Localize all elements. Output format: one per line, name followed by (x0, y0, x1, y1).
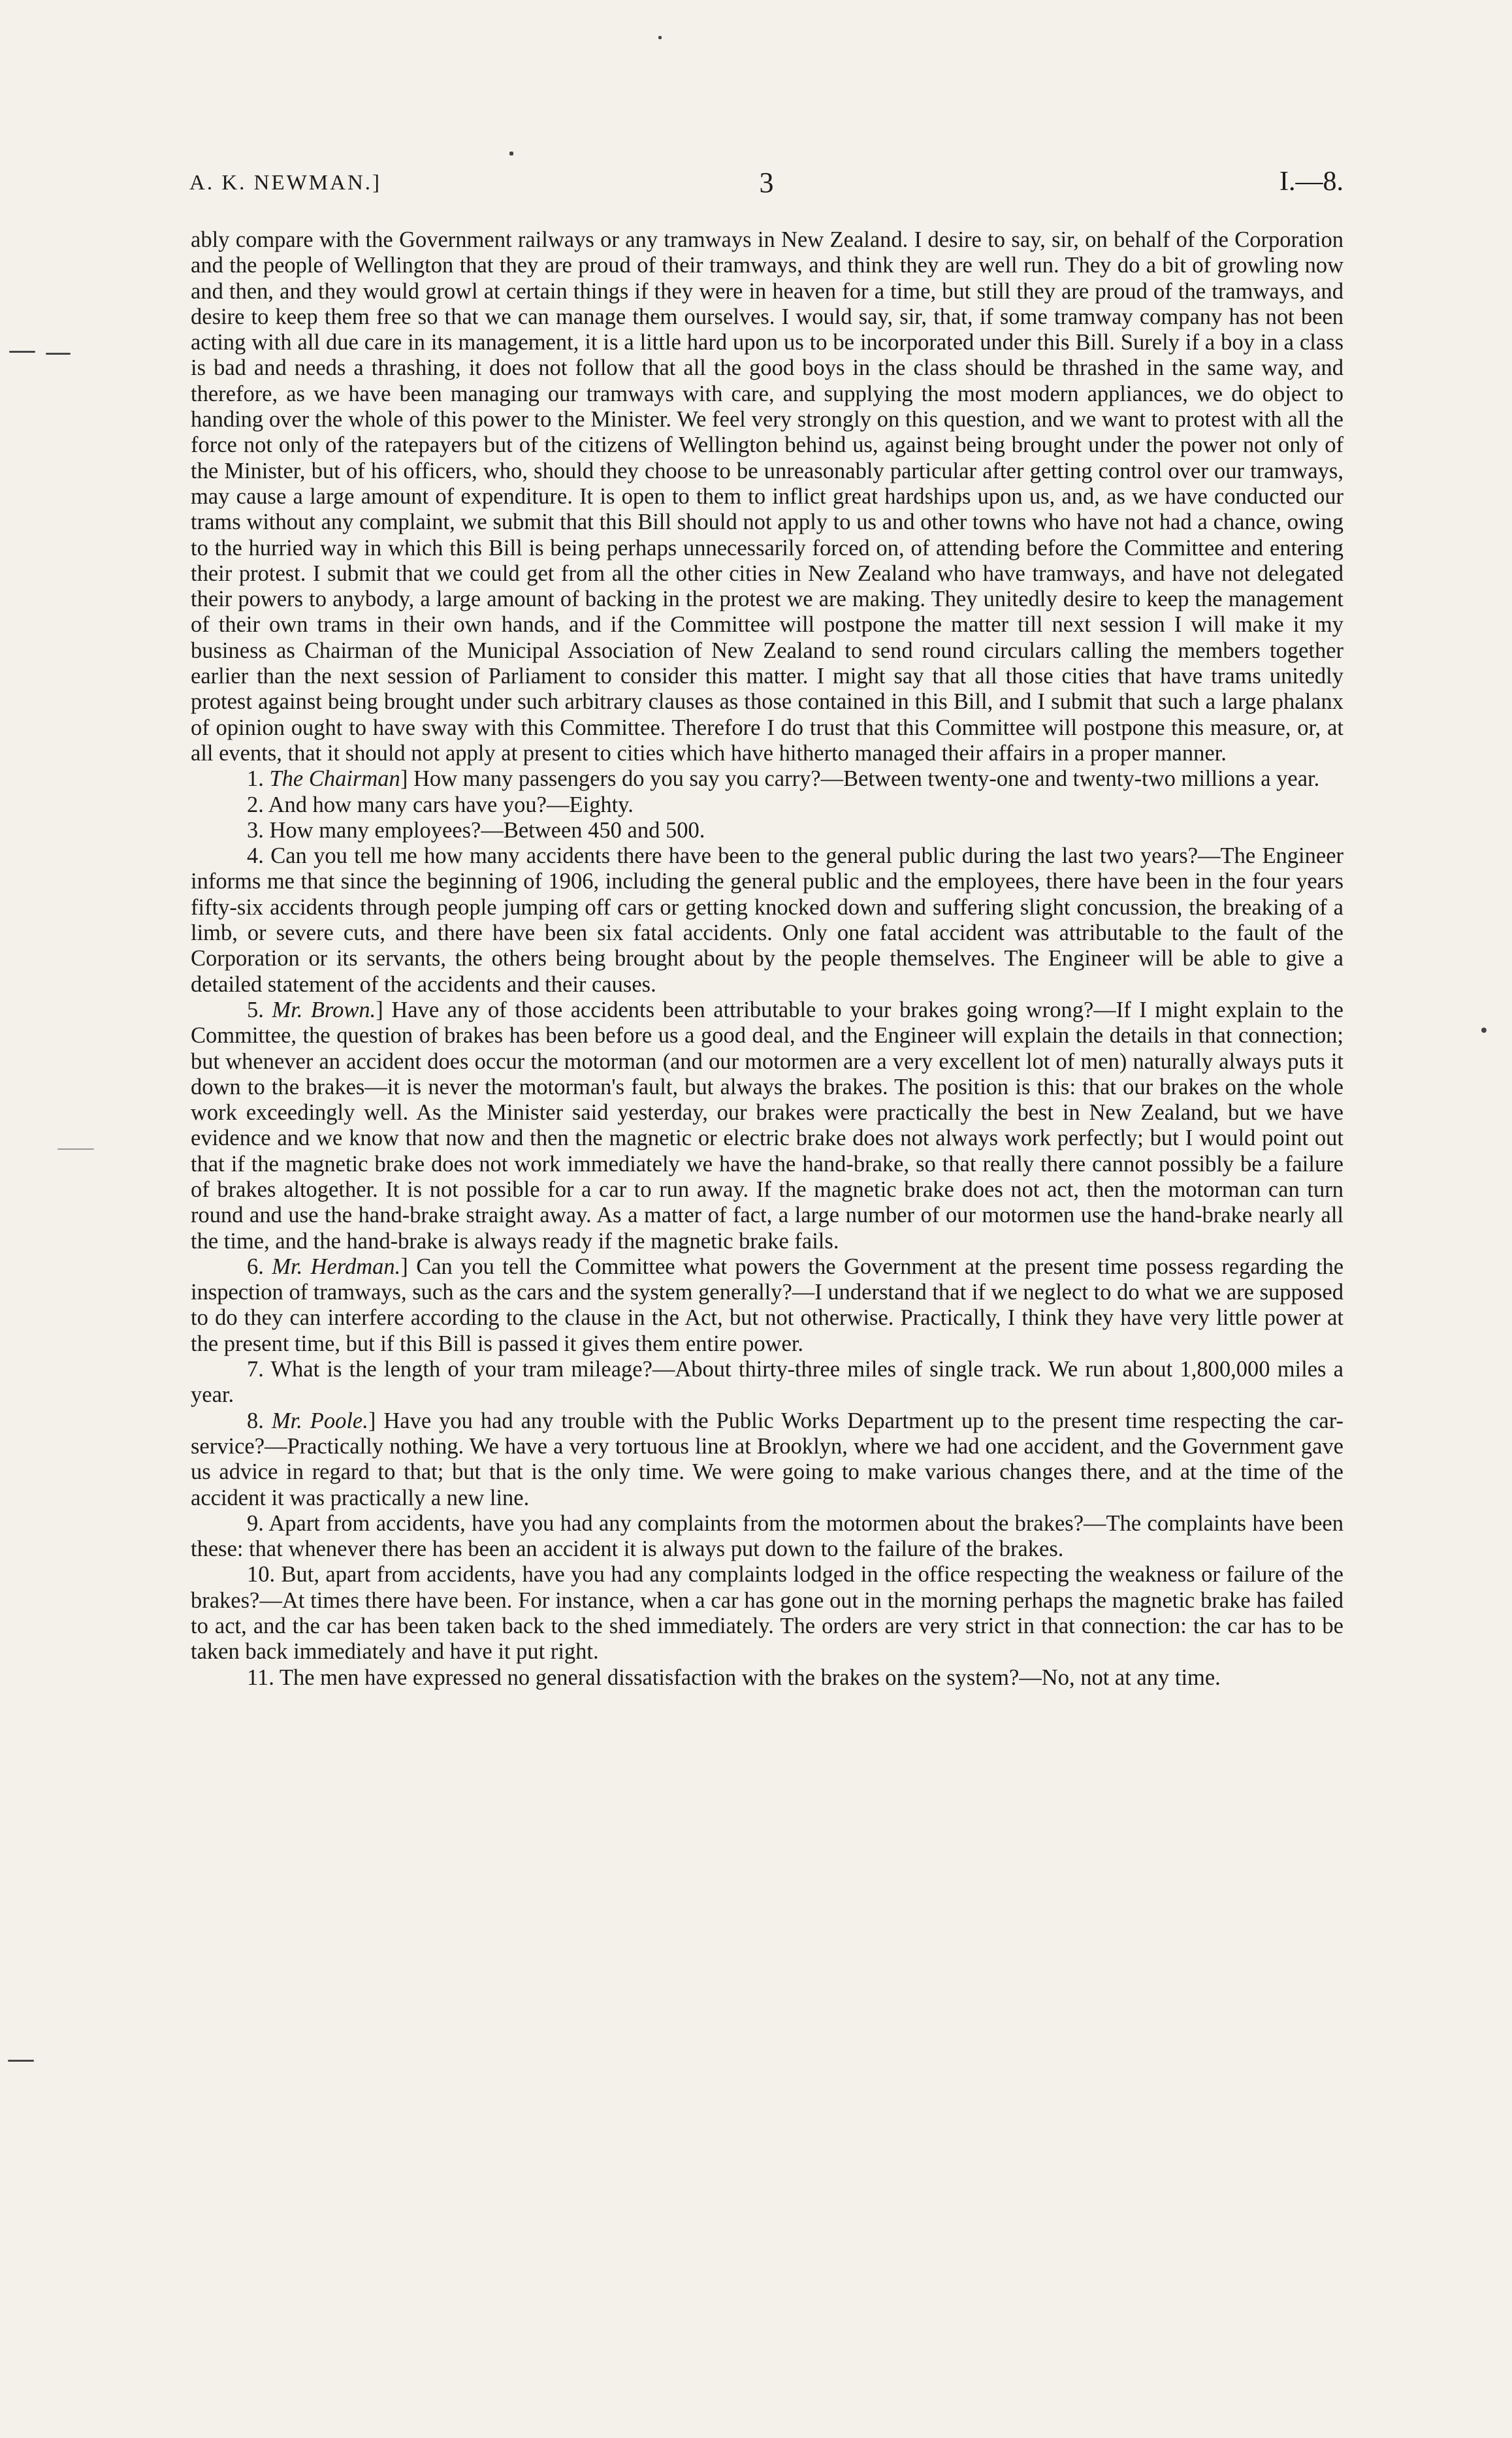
question-paragraph (191, 1562, 1343, 1665)
question-paragraph: 8. Mr. Poole.] Have you had any trouble with the Public Works Department up to the present time respecting the car-service?—Practically nothing. We have a very tortuous line at Brooklyn, where we had one accident, and the Government gave us advice in regard to that; but that is the only time. We were going to make various changes there, and at the time of the accident it was practically a new line. (191, 1408, 1343, 1510)
question-number: 10. (247, 1562, 276, 1587)
question-text: Apart from accidents, have you had any complaints from the motormen about the brakes?—The complaints have been these: that whenever there has been an accident it is always put down to the failure of the brakes. (191, 1510, 1343, 1562)
question-paragraph (191, 792, 1343, 818)
question-text: The men have expressed no general dissatisfaction with the brakes on the system?—No, not at any time. (279, 1665, 1221, 1690)
question-paragraph: 1. The Chairman] How many passengers do you say you carry?—Between twenty-one and twenty-two millions a year. (247, 766, 1320, 792)
question-number: 8. (247, 1408, 264, 1433)
question-paragraph (191, 1511, 1343, 1563)
margin-dash (57, 1148, 94, 1150)
margin-dash (9, 351, 35, 353)
question-number: 4. (247, 843, 264, 869)
speaker-name: The Chairman (269, 766, 400, 792)
speaker-name: Mr. Poole. (271, 1408, 368, 1433)
question-number: 2. (247, 792, 264, 817)
question-text: But, apart from accidents, have you had any complaints lodged in the office respecting the weakness or failure of the brakes?—At times there have been. For instance, when a car has gone out in the morning perhaps the magnetic brake has failed to act, and the car has been taken back to the shed immediately. The orders are very strict in that connection: the car has to be taken back immediately and have it put right. (191, 1562, 1343, 1665)
question-text: Can you tell me how many accidents there have been to the general public during the last two years?—The Engineer informs me that since the beginning of 1906, including the general public and the employees, there have been in the four years fifty-six accidents through people jumping off cars or getting knocked down and suffering slight concussion, the breaking of a limb, or severe cuts, and there have been six fatal accidents. Only one fatal accident was attributable to the fault of the Corporation or its servants, the others being brought about by the people themselves. The Engineer will be able to give a detailed statement of the accidents and their causes. (191, 843, 1344, 997)
question-paragraph (191, 1357, 1343, 1408)
opening-paragraph: ably compare with the Government railways or any tramways in New Zealand. I desire to say, sir, on behalf of the Corporation and the people of Wellington that they are proud of their tramways, and think they are well run. They do a bit of growling now and then, and they would growl at certain things if they were in heaven for a time, but still they are proud of the tramways, and desire to keep them free so that we can manage them ourselves. I would say, sir, that, if some tramway company has not been acting with all due care in its management, it is a little hard upon us to be incorporated under this Bill. Surely if a boy in a class is bad and needs a thrashing, it does not follow that all the good boys in the class should be thrashed in the same way, and therefore, as we have been managing our tramways with care, and supplying the most modern appliances, we do object to handing over the whole of this power to the Minister. We feel very strongly on this question, and we want to protest with all the force not only of the ratepayers but of the citizens of Wellington behind us, against being brought under the power not only of the Minister, but of his officers, who, should they choose to be unreasonably particular after getting control over our tramways, may cause a large amount of expenditure. It is open to them to inflict great hardships upon us, and, as we have conducted our trams without any complaint, we submit that this Bill should not apply to us and other towns who have not had a chance, owing to the hurried way in which this Bill is being perhaps unnecessarily forced on, of attending before the Committee and entering their protest. I submit that we could get from all the other cities in New Zealand who have tramways, and have not delegated their powers to anybody, a large amount of backing in the protest we are making. They unitedly desire to keep the management of their own trams in their own hands, and if the Committee will postpone the matter till next session I will make it my business as Chairman of the Municipal Association of New Zealand to send round circulars calling the members together earlier than the next session of Parliament to consider this matter. I might say that all those cities that have trams unitedly protest against being brought under such arbitrary clauses as those contained in this Bill, and I submit that such a large phalanx of opinion ought to have sway with this Committee. Therefore I do trust that this Committee will postpone this measure, or, at all events, that it should not apply at present to cities which have hitherto managed their affairs in a proper manner. (191, 227, 1343, 766)
speaker-name: Mr. Herdman. (272, 1254, 401, 1279)
question-paragraph: 5. Mr. Brown.] Have any of those accidents been attributable to your brakes going wrong?—If I might explain to the Committee, the question of brakes has been before us a good deal, and the Engineer will explain the details in that connection; but whenever an accident does occur the motorman (and our motormen are a very excellent lot of men) naturally always puts it down to the brakes—it is never the motorman's fault, but always the brakes. The position is this: that our brakes on the whole work exceedingly well. As the Minister said yesterday, our brakes were practically the best in New Zealand, but we have evidence and we know that now and then the magnetic or electric brake does not always work perfectly; but I would point out that if the magnetic brake does not work immediately we have the hand-brake, so that really there cannot possibly be a failure of brakes altogether. It is not possible for a car to run away. If the magnetic brake does not act, then the motorman can turn round and use the hand-brake straight away. As a matter of fact, a large number of our motormen use the hand-brake nearly all the time, and the hand-brake is always ready if the magnetic brake fails. (191, 997, 1343, 1254)
question-number: 3. (247, 817, 264, 843)
question-paragraph (191, 818, 1343, 843)
question-text: Have you had any trouble with the Public Works Department up to the present time respecting the car-service?—Practically nothing. We have a very tortuous line at Brooklyn, where we had one accident, and the Government gave us advice in regard to that; but that is the only time. We were going to make various changes there, and at the time of the accident it was practically a new line. (191, 1408, 1343, 1510)
question-number: 5. (247, 997, 264, 1022)
question-text: What is the length of your tram mileage?—About thirty-three miles of single track. We run about 1,800,000 miles a year. (191, 1357, 1343, 1408)
question-text: Have any of those accidents been attributable to your brakes going wrong?—If I might explain to the Committee, the question of brakes has been before us a good deal, and the Engineer will explain the details in that connection; but whenever an accident does occur the motorman (and our motormen are a very excellent lot of men) naturally always puts it down to the brakes—it is never the motorman's fault, but always the brakes. The position is this: that our brakes on the whole work exceedingly well. As the Minister said yesterday, our brakes were practically the best in New Zealand, but we have evidence and we know that now and then the magnetic or electric brake does not always work perfectly; but I would point out that if the magnetic brake does not work immediately we have the hand-brake, so that really there cannot possibly be a failure of brakes altogether. It is not possible for a car to run away. If the magnetic brake does not act, then the motorman can turn round and use the hand-brake straight away. As a matter of fact, a large number of our motormen use the hand-brake nearly all the time, and the hand-brake is always ready if the magnetic brake fails. (191, 997, 1343, 1254)
margin-dash (46, 353, 71, 355)
scan-mark (1481, 1028, 1487, 1033)
question-number: 1. (247, 766, 264, 792)
question-paragraph: 6. Mr. Herdman.] Can you tell the Committee what powers the Government at the present time possess regarding the inspection of tramways, such as the cars and the system generally?—I understand that if we neglect to do what we are supposed to do they can interfere according to the clause in the Act, but not otherwise. Practically, I think they have very little power at the present time, but if this Bill is passed it gives them entire power. (191, 1254, 1344, 1356)
page-number: 3 (759, 167, 774, 199)
document-reference: I.—8. (1279, 167, 1343, 197)
question-text: How many passengers do you say you carry?—Between twenty-one and twenty-two millions a year. (413, 766, 1320, 792)
question-paragraph (191, 1665, 1343, 1691)
question-number: 7. (247, 1357, 264, 1382)
witness-name: A. K. NEWMAN.] (189, 171, 382, 195)
question-text: And how many cars have you?—Eighty. (268, 792, 634, 817)
scan-mark (509, 152, 513, 155)
question-number: 11. (247, 1665, 274, 1690)
question-paragraph (191, 843, 1343, 998)
question-number: 6. (247, 1254, 264, 1279)
question-list (191, 766, 1343, 1691)
page-header (189, 166, 1343, 205)
margin-dash (8, 2060, 34, 2062)
question-text: Can you tell the Committee what powers the Government at the present time possess regarding the inspection of tramways, such as the cars and the system generally?—I understand that if we neglect to do what we are supposed to do they can interfere according to the clause in the Act, but not otherwise. Practically, I think they have very little power at the present time, but if this Bill is passed it gives them entire power. (191, 1254, 1344, 1356)
question-text: How many employees?—Between 450 and 500. (269, 817, 705, 843)
scan-mark (658, 36, 662, 39)
question-number: 9. (247, 1510, 264, 1536)
transcript-body (191, 227, 1343, 1691)
speaker-name: Mr. Brown. (272, 997, 376, 1022)
